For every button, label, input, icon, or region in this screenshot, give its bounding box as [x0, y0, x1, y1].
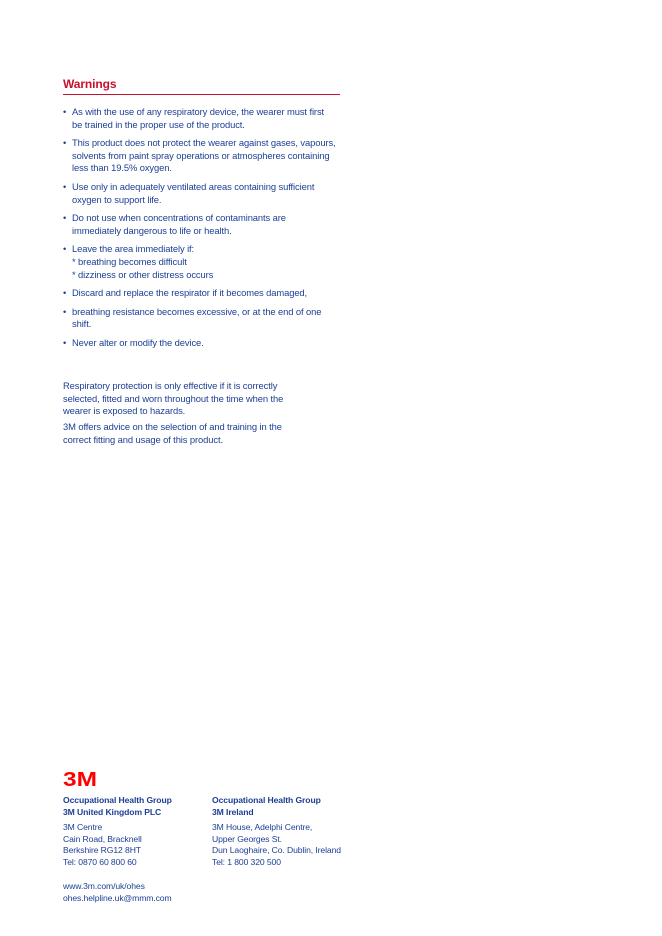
- warning-text-line: Discard and replace the respirator if it becomes damaged,: [72, 287, 308, 299]
- ireland-company-name: 3M Ireland: [212, 806, 254, 817]
- warning-text-line: be trained in the proper use of the product.: [72, 118, 245, 130]
- warning-item: [63, 106, 340, 131]
- warnings-section: [63, 77, 340, 356]
- uk-address-line: Cain Road, Bracknell: [63, 833, 142, 844]
- warning-item: [63, 212, 340, 237]
- warning-text-line: As with the use of any respiratory device, the wearer must first: [72, 106, 325, 117]
- warning-text-line: Use only in adequately ventilated areas containing sufficient: [72, 180, 315, 192]
- uk-company-name: 3M United Kingdom PLC: [63, 806, 162, 817]
- info-text-line: correct fitting and usage of this product.: [63, 433, 223, 445]
- ireland-address: [212, 795, 341, 869]
- warning-text-line: * breathing becomes difficult: [72, 255, 187, 267]
- web-contacts: [63, 881, 172, 904]
- website-link[interactable]: www.3m.com/uk/ohes: [63, 881, 145, 891]
- info-text-line: 3M offers advice on the selection of and training in the: [63, 421, 282, 433]
- info-text-line: wearer is exposed to hazards.: [63, 405, 186, 417]
- bullet-icon: •: [63, 180, 67, 192]
- uk-address: [63, 795, 172, 869]
- warning-text-line: oxygen to support life.: [72, 193, 162, 205]
- warning-text-line: less than 19.5% oxygen.: [72, 162, 172, 174]
- uk-phone: Tel: 0870 60 800 60: [63, 857, 137, 868]
- info-text-line: selected, fitted and worn throughout the time when the: [63, 392, 284, 404]
- bullet-icon: •: [63, 243, 67, 255]
- info-paragraph: [63, 380, 323, 418]
- warning-text-line: Do not use when concentrations of contaminants are: [72, 212, 286, 224]
- warning-text-line: Never alter or modify the device.: [72, 336, 204, 348]
- 3m-logo: [63, 769, 97, 788]
- info-paragraph: [63, 421, 323, 446]
- warning-text-line: Leave the area immediately if:: [72, 243, 195, 255]
- ireland-phone: Tel: 1 800 320 500: [212, 857, 281, 868]
- warning-list: [63, 106, 340, 350]
- warning-item: [63, 137, 340, 175]
- uk-address-line: 3M Centre: [63, 821, 103, 832]
- bullet-icon: •: [63, 106, 67, 117]
- ireland-address-line: Dun Laoghaire, Co. Dublin, Ireland: [212, 845, 341, 856]
- warning-text-line: This product does not protect the wearer against gases, vapours,: [72, 137, 336, 149]
- ireland-address-line: 3M House, Adelphi Centre,: [212, 821, 313, 832]
- svg-text:3M: 3M: [63, 769, 97, 788]
- email-link[interactable]: ohes.helpline.uk@mmm.com: [63, 892, 172, 903]
- warning-item: [63, 337, 340, 350]
- info-text-line: Respiratory protection is only effective if it is correctly: [63, 380, 278, 391]
- uk-address-line: Berkshire RG12 8HT: [63, 845, 141, 856]
- warnings-title: Warnings: [63, 77, 340, 95]
- warning-item: [63, 306, 340, 331]
- bullet-icon: •: [63, 137, 67, 149]
- ireland-org-name: Occupational Health Group: [212, 795, 321, 805]
- bullet-icon: •: [63, 336, 67, 348]
- warning-item: [63, 287, 340, 300]
- bullet-icon: •: [63, 212, 67, 224]
- warning-text-line: shift.: [72, 318, 92, 330]
- warning-text-line: * dizziness or other distress occurs: [72, 268, 214, 280]
- warning-text-line: immediately dangerous to life or health.: [72, 224, 232, 236]
- warning-text-line: breathing resistance becomes excessive, or at the end of one: [72, 305, 322, 317]
- warning-item: [63, 243, 340, 281]
- info-section: [63, 380, 323, 450]
- bullet-icon: •: [63, 287, 67, 299]
- warning-item: [63, 181, 340, 206]
- bullet-icon: •: [63, 305, 67, 317]
- warning-text-line: solvents from paint spray operations or atmospheres containing: [72, 149, 330, 161]
- uk-org-name: Occupational Health Group: [63, 795, 172, 805]
- ireland-address-line: Upper Georges St.: [212, 833, 282, 844]
